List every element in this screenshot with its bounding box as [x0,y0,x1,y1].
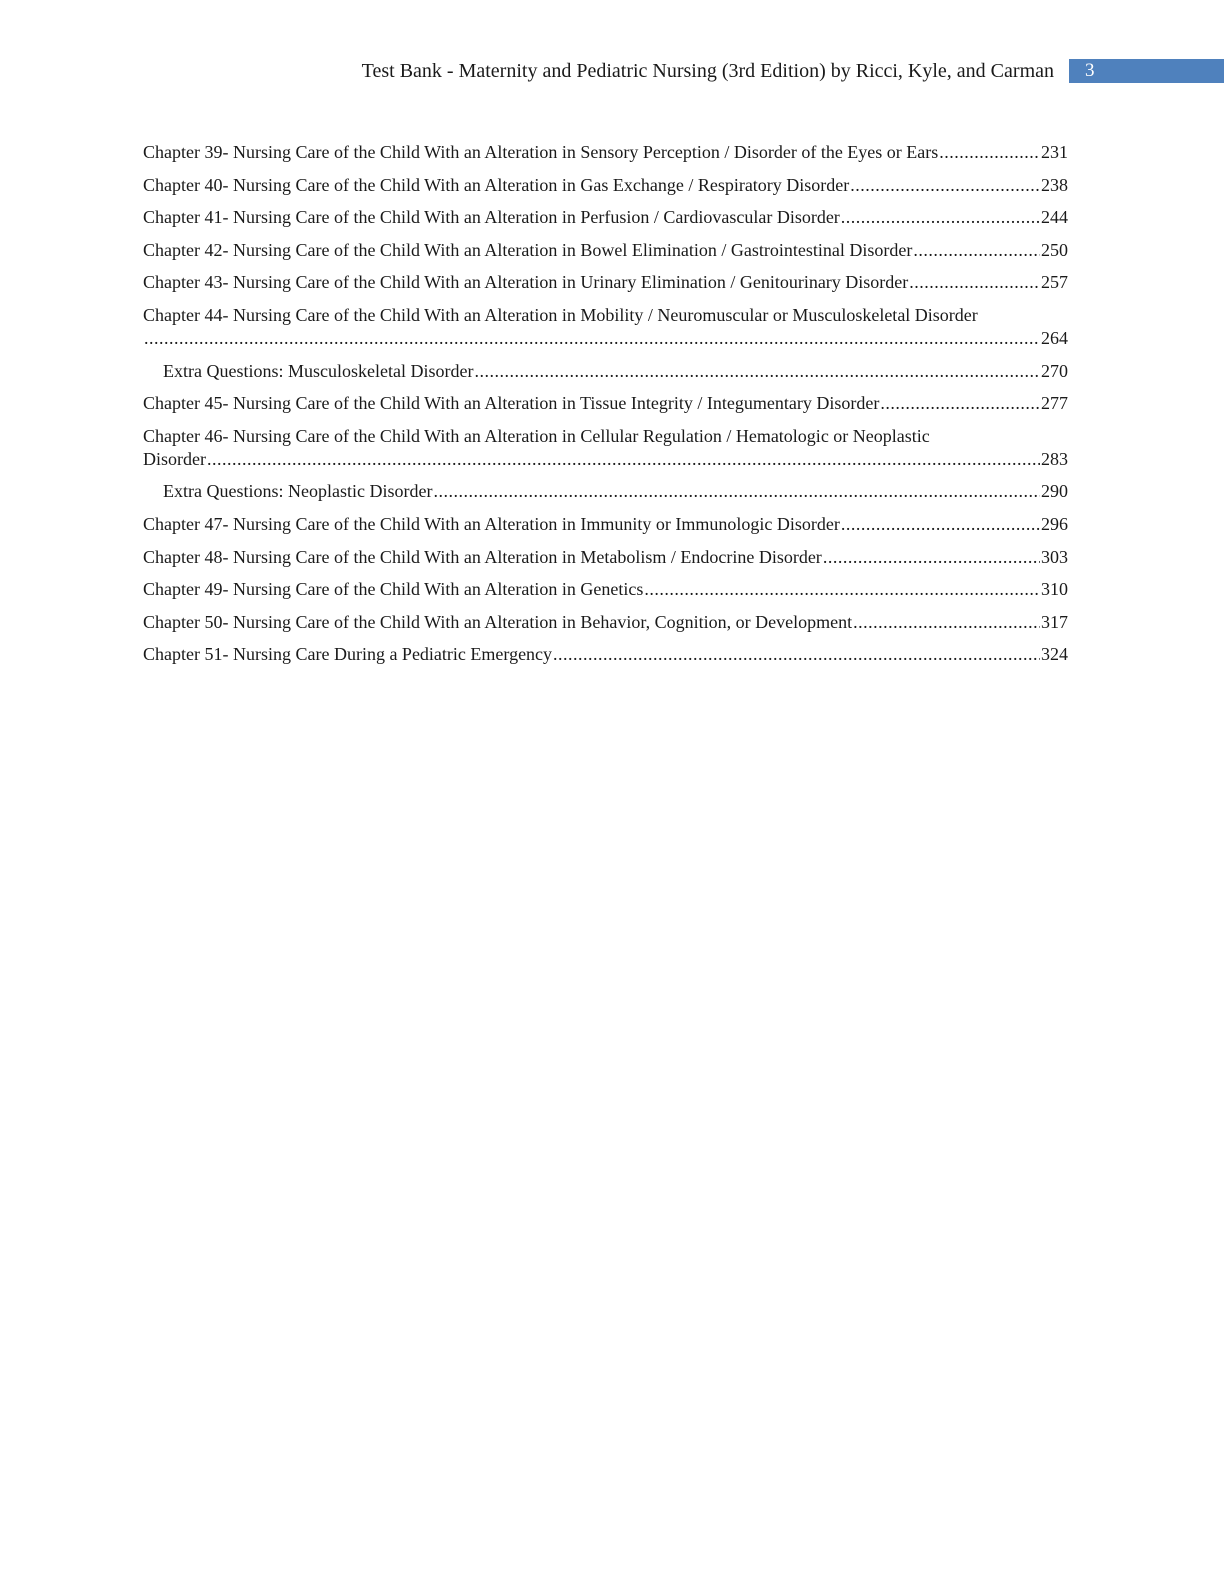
toc-dot-leader [853,611,1040,634]
toc-entry-label: Chapter 45- Nursing Care of the Child With an Alteration in Tissue Integrity / Integumentary Disorder [143,393,880,414]
toc-entry-label: Extra Questions: Neoplastic Disorder [163,481,433,502]
page-number-badge: 3 [1069,59,1224,83]
toc-entry-page-number: 257 [1041,272,1068,293]
toc-dot-leader [823,546,1040,569]
toc-entry-label: Chapter 49- Nursing Care of the Child With an Alteration in Genetics [143,579,644,600]
toc-entry-line [143,239,1068,262]
toc-entry-line [143,141,1068,164]
toc-entry-title-line: Chapter 46- Nursing Care of the Child With an Alteration in Cellular Regulation / Hematologic or Neoplastic [143,425,930,446]
toc-entry[interactable] [143,513,1068,536]
toc-entry-label: Disorder [143,448,206,469]
toc-entry-page-number: 238 [1041,174,1068,195]
toc-entry-line [143,513,1068,536]
toc-dot-leader [939,141,1040,164]
toc-dot-leader [433,480,1040,503]
toc-entry[interactable] [143,141,1068,164]
toc-entry[interactable] [143,174,1068,197]
toc-entry[interactable] [143,206,1068,229]
running-header-title: Test Bank - Maternity and Pediatric Nursing (3rd Edition) by Ricci, Kyle, and Carman [361,60,1054,82]
toc-dot-leader [644,578,1040,601]
toc-entry-label: Chapter 48- Nursing Care of the Child With an Alteration in Metabolism / Endocrine Disorder [143,546,822,567]
toc-entry[interactable] [143,271,1068,294]
toc-entry-line [143,271,1068,294]
toc-entry-page-number: 283 [1041,448,1068,469]
toc-entry-page-number: 296 [1041,513,1068,534]
toc-entry-page-number: 231 [1041,142,1068,162]
toc-entry[interactable] [143,304,1068,350]
table-of-contents [143,141,1068,676]
toc-entry-label: Chapter 42- Nursing Care of the Child With an Alteration in Bowel Elimination / Gastrointestinal Disorder [143,239,913,260]
toc-entry-page-number: 303 [1041,546,1068,567]
toc-entry-label: Chapter 47- Nursing Care of the Child With an Alteration in Immunity or Immunologic Disorder [143,513,840,534]
toc-dot-leader [850,174,1040,197]
toc-dot-leader [909,271,1040,294]
toc-entry-page-number: 270 [1041,360,1068,381]
toc-entry-title-line: Chapter 44- Nursing Care of the Child With an Alteration in Mobility / Neuromuscular or Musculoskeletal Disorder [143,304,978,325]
toc-entry[interactable] [143,611,1068,634]
toc-entry-line [143,174,1068,197]
toc-entry[interactable] [143,480,1068,503]
toc-entry-label: Chapter 41- Nursing Care of the Child With an Alteration in Perfusion / Cardiovascular Disorder [143,207,840,228]
toc-entry[interactable] [143,578,1068,601]
toc-entry-line [143,546,1068,569]
toc-entry-label: Chapter 39- Nursing Care of the Child With an Alteration in Sensory Perception / Disorder of the Eyes or Ears [143,142,939,162]
toc-entry-line [143,611,1068,634]
toc-entry[interactable] [143,239,1068,262]
toc-entry-line [143,392,1068,415]
toc-entry-label: Chapter 50- Nursing Care of the Child With an Alteration in Behavior, Cognition, or Development [143,611,853,632]
toc-entry-label: Chapter 43- Nursing Care of the Child With an Alteration in Urinary Elimination / Genitourinary Disorder [143,272,909,293]
toc-dot-leader [913,239,1040,262]
toc-entry-page-number: 244 [1041,207,1068,228]
toc-entry-line [143,206,1068,229]
toc-entry-line [143,448,1068,471]
toc-entry-label: Chapter 40- Nursing Care of the Child With an Alteration in Gas Exchange / Respiratory Disorder [143,174,850,195]
toc-entry[interactable] [143,546,1068,569]
toc-dot-leader [474,360,1040,383]
toc-entry-page-number: 324 [1041,644,1068,665]
toc-entry-page-number: 290 [1041,481,1068,502]
toc-entry-page-number: 310 [1041,579,1068,600]
toc-dot-leader [207,448,1040,471]
toc-dot-leader [144,327,1040,350]
toc-entry-page-number: 317 [1041,611,1068,632]
toc-dot-leader [553,643,1040,666]
toc-entry-line [143,327,1068,350]
toc-entry[interactable] [143,643,1068,666]
toc-entry-page-number: 250 [1041,239,1068,260]
toc-entry-page-number: 277 [1041,393,1068,414]
toc-entry-line [143,578,1068,601]
toc-entry-label: Extra Questions: Musculoskeletal Disorder [163,360,474,381]
toc-entry[interactable] [143,360,1068,383]
toc-dot-leader [841,206,1040,229]
toc-entry[interactable] [143,392,1068,415]
toc-entry-page-number: 264 [1041,327,1068,348]
toc-dot-leader [841,513,1040,536]
toc-dot-leader [880,392,1040,415]
toc-entry-line [143,643,1068,666]
toc-entry-label: Chapter 51- Nursing Care During a Pediatric Emergency [143,644,553,665]
toc-entry-line [163,480,1068,503]
toc-entry-line [163,360,1068,383]
toc-entry[interactable] [143,425,1068,471]
